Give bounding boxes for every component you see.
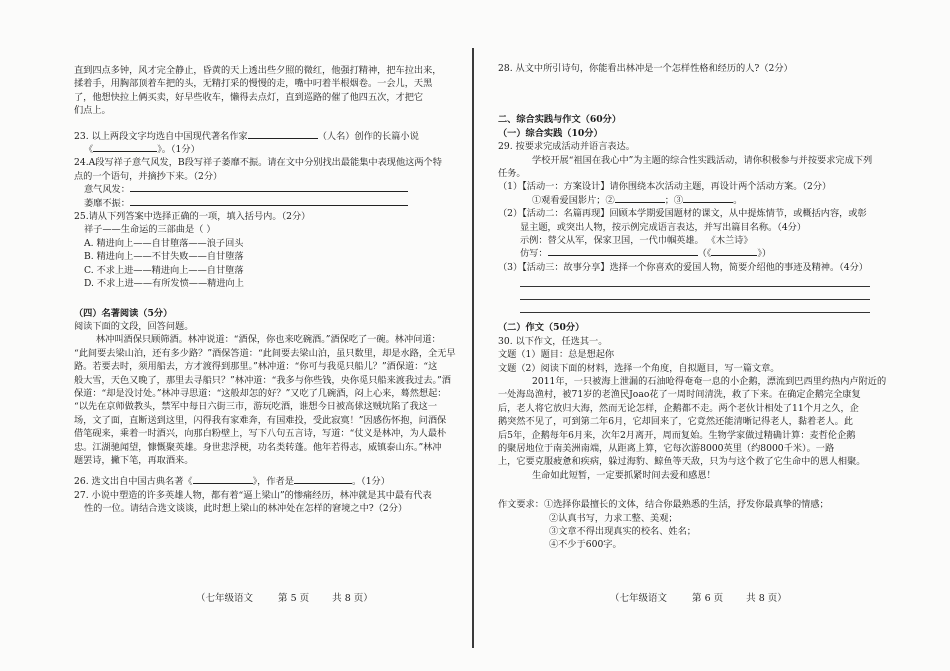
intro-line: 揉着手，用胸部顶着车把的头，无精打采的慢慢的走，嘴中叼着半根烟卷。一会儿，天黑 xyxy=(74,78,433,90)
question-28: 28. 从文中所引诗句，你能看出林冲是一个怎样性格和经历的人?（2分） xyxy=(498,63,793,74)
footer-total: 共 8 页） xyxy=(332,593,373,604)
plan-2-blank[interactable] xyxy=(615,202,665,203)
q24-answer-b-line[interactable] xyxy=(130,205,408,206)
question-24: 24.A段写祥子意气风发，B段写祥子萎靡不振。请在文中分别找出最能集中表现他这两个特 xyxy=(74,157,442,169)
material-line: 一处海岛渔村，被71岁的老渔民Joao花了一周时间清洗，救了下来。在确定企鹅完全康复 xyxy=(498,389,861,401)
imitate-title-blank[interactable] xyxy=(711,255,757,256)
material-line: 的聚居地位于南美洲南端，从距离上算，它每次游8000英里（约8000千米）。一路 xyxy=(498,442,835,454)
q25-option: C. 不求上进——精进向上——自甘堕落 xyxy=(84,264,244,276)
intro-line: 了，他想快拉上俩买卖，好早些收车，懒得去点灯，直到巡路的催了他四五次，才把它 xyxy=(74,91,424,103)
requirement-item: ④不少于600字。 xyxy=(549,539,622,551)
question-26: 26. 选文出自中国古典名著《 》，作者是 。（1分） xyxy=(74,476,390,488)
activity-3-answer-line[interactable] xyxy=(520,287,870,300)
q29-intro: 任务。 xyxy=(498,168,526,180)
activity-1: （1）【活动一：方案设计】请你围绕本次活动主题，再设计两个活动方案。（2分） xyxy=(498,181,832,193)
activity-1-items: ①观看爱国影片；② ；③ 。 xyxy=(532,194,743,206)
requirements-label: 作文要求： xyxy=(498,499,544,511)
passage-line: 忠。江湖驰闻望，慷慨聚英雄。身世悲浮梗，功名类转蓬。他年若得志，威镇泰山东。”林冲 xyxy=(74,441,442,453)
passage-line: 题罢诗，撇下笔，再取酒来。 xyxy=(74,454,194,466)
activity-2-imitate: 仿写： （《 》） xyxy=(520,248,772,260)
material-line: 鹅突然不见了，可到第二年6月，它却回来了，它竟然还能清晰记得老人，黏着老人。此 xyxy=(498,416,853,428)
plan-3-blank[interactable] xyxy=(683,202,733,203)
question-25: 25.请从下列答案中选择正确的一项，填入括号内。（2分） xyxy=(74,211,311,223)
q24-answer-a-line[interactable] xyxy=(130,191,408,192)
intro-line: 直到四点多钟，风才完全静止，昏黄的天上透出些夕照的微红，他强打精神，把车拉出来， xyxy=(74,65,442,76)
material-line: 2011年，一只被海上泄漏的石油呛得奄奄一息的小企鹅，漂流到巴西里约热内卢附近的 xyxy=(532,375,887,387)
q25-option: A. 精进向上——自甘堕落——浪子回头 xyxy=(84,237,244,249)
passage-line: 般大雪，天色又晚了，那里去寻船只？”林冲道：“我多与你些钱，央你觅只船来渡我过去。”酒 xyxy=(74,374,451,386)
passage-line: “以先在京师做教头，禁军中每日六街三市，游玩吃酒，谁想今日被高俅这贼坑陷了我这一 xyxy=(74,401,438,413)
footer-page: 第 6 页 xyxy=(692,593,724,604)
passage-line: 林冲叫酒保只顾筛酒。林冲说道：“酒保，你也来吃碗酒。”酒保吃了一碗。林冲问道： xyxy=(96,334,441,346)
activity-2: 显主题，或突出人物，按示例完成语言表达，并写出篇目名称。（4分） xyxy=(520,221,807,233)
material-tagline: 生命如此短暂，一定要抓紧时间去爱和感恩！ xyxy=(532,469,716,481)
passage-line: 借笔砚来，乘着一时酒兴，向那白粉壁上，写下八句五言诗，写道：“仗义是林冲，为人最朴 xyxy=(74,428,447,440)
material-line: 后5年，企鹅每年6月来，次年2月离开，周而复始。生物学家做过精确计算：麦哲伦企鹅 xyxy=(498,429,856,441)
activity-3-answer-line[interactable] xyxy=(520,300,870,313)
material-line: 上，它要克服疲惫和疾病，躲过海豹、鲸鱼等天敌，只为与这个救了它生命中的恩人相聚。 xyxy=(498,456,866,468)
activity-2-example: 示例：替父从军，保家卫国，一代巾帼英雄。 《木兰诗》 xyxy=(520,235,753,247)
essay-topic-2: 文题（2）阅读下面的材料，选择一个角度，自拟题目，写一篇文章。 xyxy=(498,362,780,374)
q29-intro: 学校开展“祖国在我心中”为主题的综合性实践活动，请你积极参与并按要求完成下列 xyxy=(532,154,873,166)
footer-page: 第 5 页 xyxy=(278,593,310,604)
q26-book-blank[interactable] xyxy=(193,483,253,484)
requirement-item: ①选择你最擅长的文体，结合你最熟悉的生活，抒发你最真挚的情感； xyxy=(543,499,829,511)
q26-author-blank[interactable] xyxy=(294,483,352,484)
material-line: 后，老人将它放归大海，然而无论怎样，企鹅都不走。两个老伙计相处了11个月之久，企 xyxy=(498,402,859,414)
section-4-title: （四）名著阅读（5分） xyxy=(74,307,173,319)
footer-page-5 xyxy=(196,590,373,604)
footer-subject: （七年级语文 xyxy=(196,593,254,604)
q23-author-blank[interactable] xyxy=(248,138,318,139)
section-4-instruction: 阅读下面的文段，回答问题。 xyxy=(74,320,194,332)
q25-option: B. 精进向上——不甘失败——自甘堕落 xyxy=(84,251,244,263)
footer-page-6 xyxy=(610,590,787,604)
question-30: 30. 以下作文，任选其一。 xyxy=(498,335,608,347)
q23-novel-blank[interactable] xyxy=(93,151,157,152)
q25-stem: 祥子——生命运的三部曲是（ ） xyxy=(84,224,216,236)
page-6 xyxy=(498,62,887,552)
footer-total: 共 8 页） xyxy=(746,593,787,604)
subsection-2-title: （二）作文（50分） xyxy=(498,322,585,334)
q23-text: （人名）创作的长篇小说 xyxy=(317,130,419,142)
imitate-sentence-blank[interactable] xyxy=(548,255,698,256)
footer-subject: （七年级语文 xyxy=(610,593,668,604)
passage-line: 路。若要去时，须用船去，方才渡得到那里。”林冲道：“你可与我觅只船儿？”酒保道：“这 xyxy=(74,361,438,373)
question-23 xyxy=(74,130,458,143)
q24-answer-a: 意气风发： xyxy=(74,183,458,196)
part-2-title: 二、综合实践与作文（60分） xyxy=(498,114,622,126)
page-divider xyxy=(472,48,474,648)
question-23-line2: 《 》。（1分） xyxy=(84,144,200,156)
passage-line: 场，文了面，直断送到这里，闪得我有家难奔，有国难投，受此寂寞！”因感伤怀抱，问酒保 xyxy=(74,414,447,426)
essay-topic-1: 文题（1）题目：总是想起你 xyxy=(498,349,615,361)
requirement-item: ②认真书写，力求工整、美观； xyxy=(549,512,678,524)
question-24: 点的一个语句，并摘抄下来。（2分） xyxy=(74,170,223,182)
question-27: 27. 小说中塑造的许多英雄人物，都有着“逼上梁山”的惨痛经历，林冲就是其中最有代表 xyxy=(74,489,432,501)
activity-3: （3）【活动三：故事分享】选择一个你喜欢的爱国人物，简要介绍他的事迹及精神。（4分） xyxy=(498,261,868,273)
requirement-item: ③文章不得出现真实的校名、姓名； xyxy=(549,525,696,537)
activity-3-answer-line[interactable] xyxy=(520,274,870,287)
question-29: 29. 按要求完成活动并语言表达。 xyxy=(498,141,635,153)
passage-line: 保道：“却是没讨处。”林冲寻思道：“这般却怎的好？”又吃了几碗酒，闷上心来，蓦然想起： xyxy=(74,387,447,399)
essay-requirements xyxy=(498,498,870,511)
q24-answer-b: 萎靡不振： xyxy=(74,197,458,210)
intro-line: 们点上。 xyxy=(74,105,111,117)
q23-text: 23. 以上两段文字均选自中国现代著名作家 xyxy=(74,130,248,142)
q25-option: D. 不求上进——有所发愤——精进向上 xyxy=(84,278,244,290)
passage-line: “此间要去梁山泊，还有多少路？”酒保答道：“此间要去梁山泊，虽只数里，却是水路，全无早 xyxy=(74,347,456,359)
page-5 xyxy=(74,64,458,516)
subsection-1-title: （一）综合实践（10分） xyxy=(498,127,603,139)
question-27: 性的一位。请结合选文谈谈，此时想上梁山的林冲处在怎样的窘境之中?（2分） xyxy=(84,503,408,515)
activity-2: （2）【活动二：名篇再现】回顾本学期爱国题材的课文，从中提炼情节，或概括内容，或彰 xyxy=(498,208,867,220)
